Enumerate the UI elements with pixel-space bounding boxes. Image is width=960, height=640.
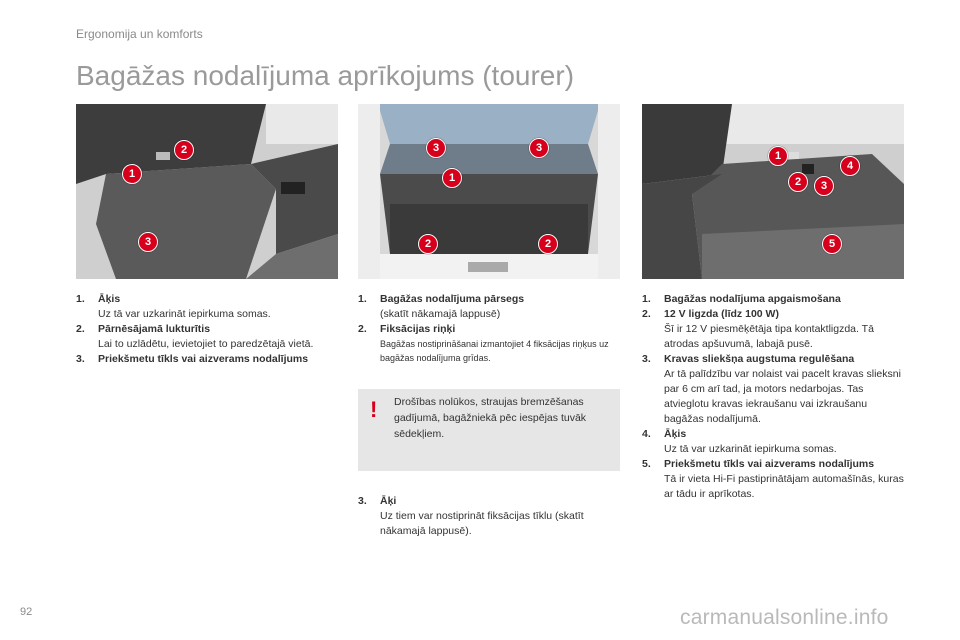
item-heading: Āķis (98, 293, 121, 305)
marker-5: 5 (822, 234, 842, 254)
item-heading: Bagāžas nodalījuma apgaismošana (664, 293, 841, 305)
trunk-photo-center (358, 104, 620, 279)
legend-item (642, 307, 904, 352)
item-number: 3. (76, 353, 85, 365)
item-heading: Āķi (380, 495, 397, 507)
trunk-photo-left (76, 104, 338, 279)
marker-3: 3 (138, 232, 158, 252)
item-description: Lai to uzlādētu, ievietojiet to paredzētajā vietā. (98, 338, 314, 350)
item-description: Uz tā var uzkarināt iepirkuma somas. (98, 308, 271, 320)
item-number: 3. (642, 353, 651, 365)
item-number: 1. (76, 293, 85, 305)
item-number: 3. (358, 495, 367, 507)
item-number: 2. (76, 323, 85, 335)
item-heading: Bagāžas nodalījuma pārsegs (380, 293, 525, 305)
item-heading: Pārnēsājamā lukturītis (98, 323, 211, 335)
item-heading: 12 V ligzda (līdz 100 W) (664, 308, 779, 320)
legend-column-2-bottom (358, 494, 622, 539)
page-number: 92 (20, 606, 33, 618)
item-description: Šī ir 12 V piesmēķētāja tipa kontaktligzda. Tā atrodas apšuvumā, labajā pusē. (664, 323, 874, 350)
legend-item (76, 352, 328, 367)
item-heading: Āķis (664, 428, 687, 440)
item-number: 5. (642, 458, 651, 470)
item-description: Uz tā var uzkarināt iepirkuma somas. (664, 443, 837, 455)
legend-item (76, 322, 328, 352)
marker-2-right: 2 (538, 234, 558, 254)
legend-item (358, 292, 622, 322)
item-number: 4. (642, 428, 651, 440)
item-description: Uz tiem var nostiprināt fiksācijas tīklu (skatīt nākamajā lappusē). (380, 510, 584, 537)
item-description: Bagāžas nostiprināšanai izmantojiet 4 fiksācijas riņķus uz bagāžas nodalījuma grīdas. (380, 339, 609, 363)
marker-1: 1 (442, 168, 462, 188)
safety-note (358, 389, 620, 471)
item-number: 1. (642, 293, 651, 305)
marker-3: 3 (814, 176, 834, 196)
item-heading: Priekšmetu tīkls vai aizverams nodalījums (664, 458, 875, 470)
marker-2-left: 2 (418, 234, 438, 254)
marker-1: 1 (768, 146, 788, 166)
item-number: 1. (358, 293, 367, 305)
marker-1: 1 (122, 164, 142, 184)
legend-column-2 (358, 292, 622, 365)
item-description: Tā ir vieta Hi-Fi pastiprinātājam automašīnās, kuras ar tādu ir aprīkotas. (664, 473, 904, 500)
legend-item (358, 494, 622, 539)
legend-item (76, 292, 328, 322)
watermark: carmanualsonline.info (680, 606, 889, 629)
marker-3-left: 3 (426, 138, 446, 158)
marker-3-right: 3 (529, 138, 549, 158)
item-heading: Fiksācijas riņķi (380, 323, 456, 335)
trunk-photo-right (642, 104, 904, 279)
item-heading: Priekšmetu tīkls vai aizverams nodalījums (98, 353, 309, 365)
legend-item (642, 457, 904, 502)
exclamation-icon: ! (370, 397, 378, 422)
item-number: 2. (358, 323, 367, 335)
safety-note-text: Drošības nolūkos, straujas bremzēšanas gadījumā, bagāžniekā pēc iespējas tuvāk sēdekļiem. (394, 396, 587, 440)
marker-2: 2 (174, 140, 194, 160)
legend-item (358, 322, 622, 365)
legend-item (642, 292, 904, 307)
marker-2: 2 (788, 172, 808, 192)
item-heading: Kravas sliekšņa augstuma regulēšana (664, 353, 855, 365)
legend-column-3 (642, 292, 904, 502)
page-title: Bagāžas nodalījuma aprīkojums (tourer) (76, 60, 575, 91)
marker-4: 4 (840, 156, 860, 176)
item-description: Ar tā palīdzību var nolaist vai pacelt kravas slieksni par 6 cm arī tad, ja motors nedarbojas. Tas atvieglotu kravas iekraušanu vai izkraušanu bagāžas nodalījumā. (664, 368, 901, 425)
legend-item (642, 352, 904, 427)
item-description: (skatīt nākamajā lappusē) (380, 308, 501, 320)
section-header: Ergonomija un komforts (76, 27, 203, 41)
item-number: 2. (642, 308, 651, 320)
legend-column-1 (76, 292, 328, 367)
legend-item (642, 427, 904, 457)
